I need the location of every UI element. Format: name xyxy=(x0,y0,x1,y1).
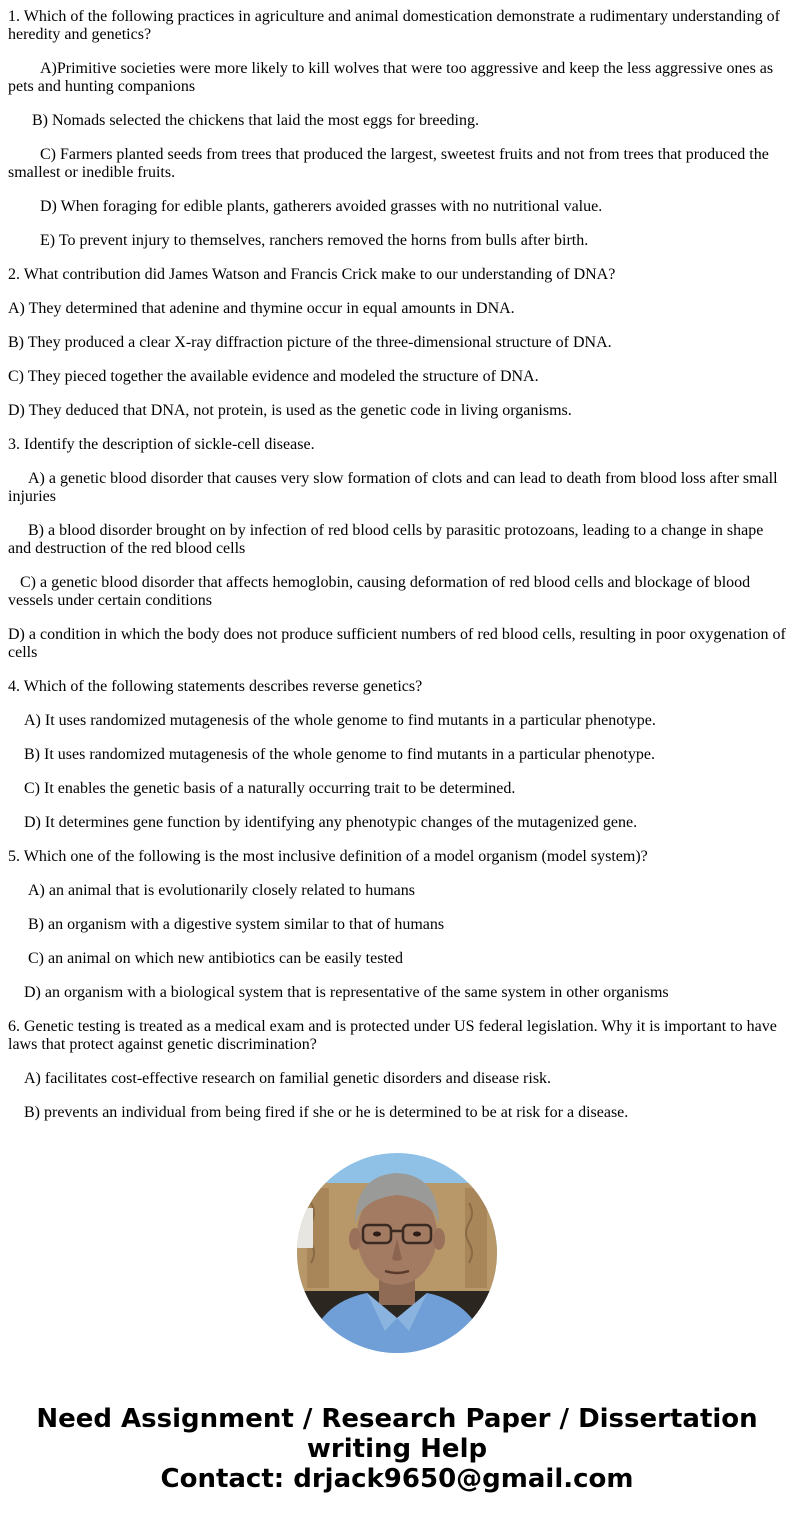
question-6-option-a: A) facilitates cost-effective research on familial genetic disorders and disease risk. xyxy=(24,1070,552,1087)
question-4-option-a: A) It uses randomized mutagenesis of the whole genome to find mutants in a particular phenotype. xyxy=(24,712,656,729)
question-2-option-a: A) They determined that adenine and thymine occur in equal amounts in DNA. xyxy=(8,300,515,317)
question-5-option-c: C) an animal on which new antibiotics can be easily tested xyxy=(28,950,403,967)
question-1-text: 1. Which of the following practices in agriculture and animal domestication demonstrate a rudimentary understanding of heredity and genetics? xyxy=(8,8,784,43)
question-5-option-a: A) an animal that is evolutionarily closely related to humans xyxy=(28,882,416,899)
promo-line-1: Need Assignment / Research Paper / Dissertation xyxy=(36,1404,758,1434)
question-4-option-d: D) It determines gene function by identifying any phenotypic changes of the mutagenized gene. xyxy=(24,814,638,831)
question-3-option-c: C) a genetic blood disorder that affects hemoglobin, causing deformation of red blood cells and blockage of blood vessels under certain conditions xyxy=(8,574,755,609)
question-3-option-b: B) a blood disorder brought on by infection of red blood cells by parasitic protozoans, leading to a change in shape and destruction of the red blood cells xyxy=(8,522,768,557)
question-6-text: 6. Genetic testing is treated as a medical exam and is protected under US federal legislation. Why it is important to have laws that protect against genetic discrimination? xyxy=(8,1018,781,1053)
question-2-text: 2. What contribution did James Watson and Francis Crick make to our understanding of DNA? xyxy=(8,266,616,283)
question-1-option-c: C) Farmers planted seeds from trees that produced the largest, sweetest fruits and not from trees that produced the smallest or inedible fruits. xyxy=(8,146,773,181)
question-2-option-d: D) They deduced that DNA, not protein, is used as the genetic code in living organisms. xyxy=(8,402,572,419)
question-3-text: 3. Identify the description of sickle-cell disease. xyxy=(8,436,315,453)
question-4-option-c: C) It enables the genetic basis of a naturally occurring trait to be determined. xyxy=(24,780,516,797)
question-1-option-e: E) To prevent injury to themselves, ranchers removed the horns from bulls after birth. xyxy=(40,232,589,249)
question-3-option-a: A) a genetic blood disorder that causes very slow formation of clots and can lead to death from blood loss after small injuries xyxy=(8,470,782,505)
question-3-option-d: D) a condition in which the body does not produce sufficient numbers of red blood cells, resulting in poor oxygenation of cells xyxy=(8,626,790,661)
question-6-option-b: B) prevents an individual from being fired if she or he is determined to be at risk for a disease. xyxy=(24,1104,629,1121)
question-4-option-b: B) It uses randomized mutagenesis of the whole genome to find mutants in a particular phenotype. xyxy=(24,746,655,763)
question-2-option-b: B) They produced a clear X-ray diffraction picture of the three-dimensional structure of DNA. xyxy=(8,334,612,351)
question-1-option-a: A)Primitive societies were more likely to kill wolves that were too aggressive and keep the less aggressive ones as pets and hunting companions xyxy=(8,60,778,95)
question-5-text: 5. Which one of the following is the most inclusive definition of a model organism (model system)? xyxy=(8,848,648,865)
question-4-text: 4. Which of the following statements describes reverse genetics? xyxy=(8,678,423,695)
author-photo xyxy=(297,1153,497,1353)
question-1-option-b: B) Nomads selected the chickens that laid the most eggs for breeding. xyxy=(32,112,479,129)
promo-contact: Contact: drjack9650@gmail.com xyxy=(160,1464,634,1494)
question-1-option-d: D) When foraging for edible plants, gatherers avoided grasses with no nutritional value. xyxy=(40,198,603,215)
promo-banner xyxy=(0,1404,794,1494)
question-5-option-d: D) an organism with a biological system that is representative of the same system in other organisms xyxy=(24,984,669,1001)
portrait-image xyxy=(297,1153,497,1353)
question-2-option-c: C) They pieced together the available evidence and modeled the structure of DNA. xyxy=(8,368,539,385)
question-5-option-b: B) an organism with a digestive system similar to that of humans xyxy=(28,916,445,933)
promo-line-2: writing Help xyxy=(306,1434,488,1464)
